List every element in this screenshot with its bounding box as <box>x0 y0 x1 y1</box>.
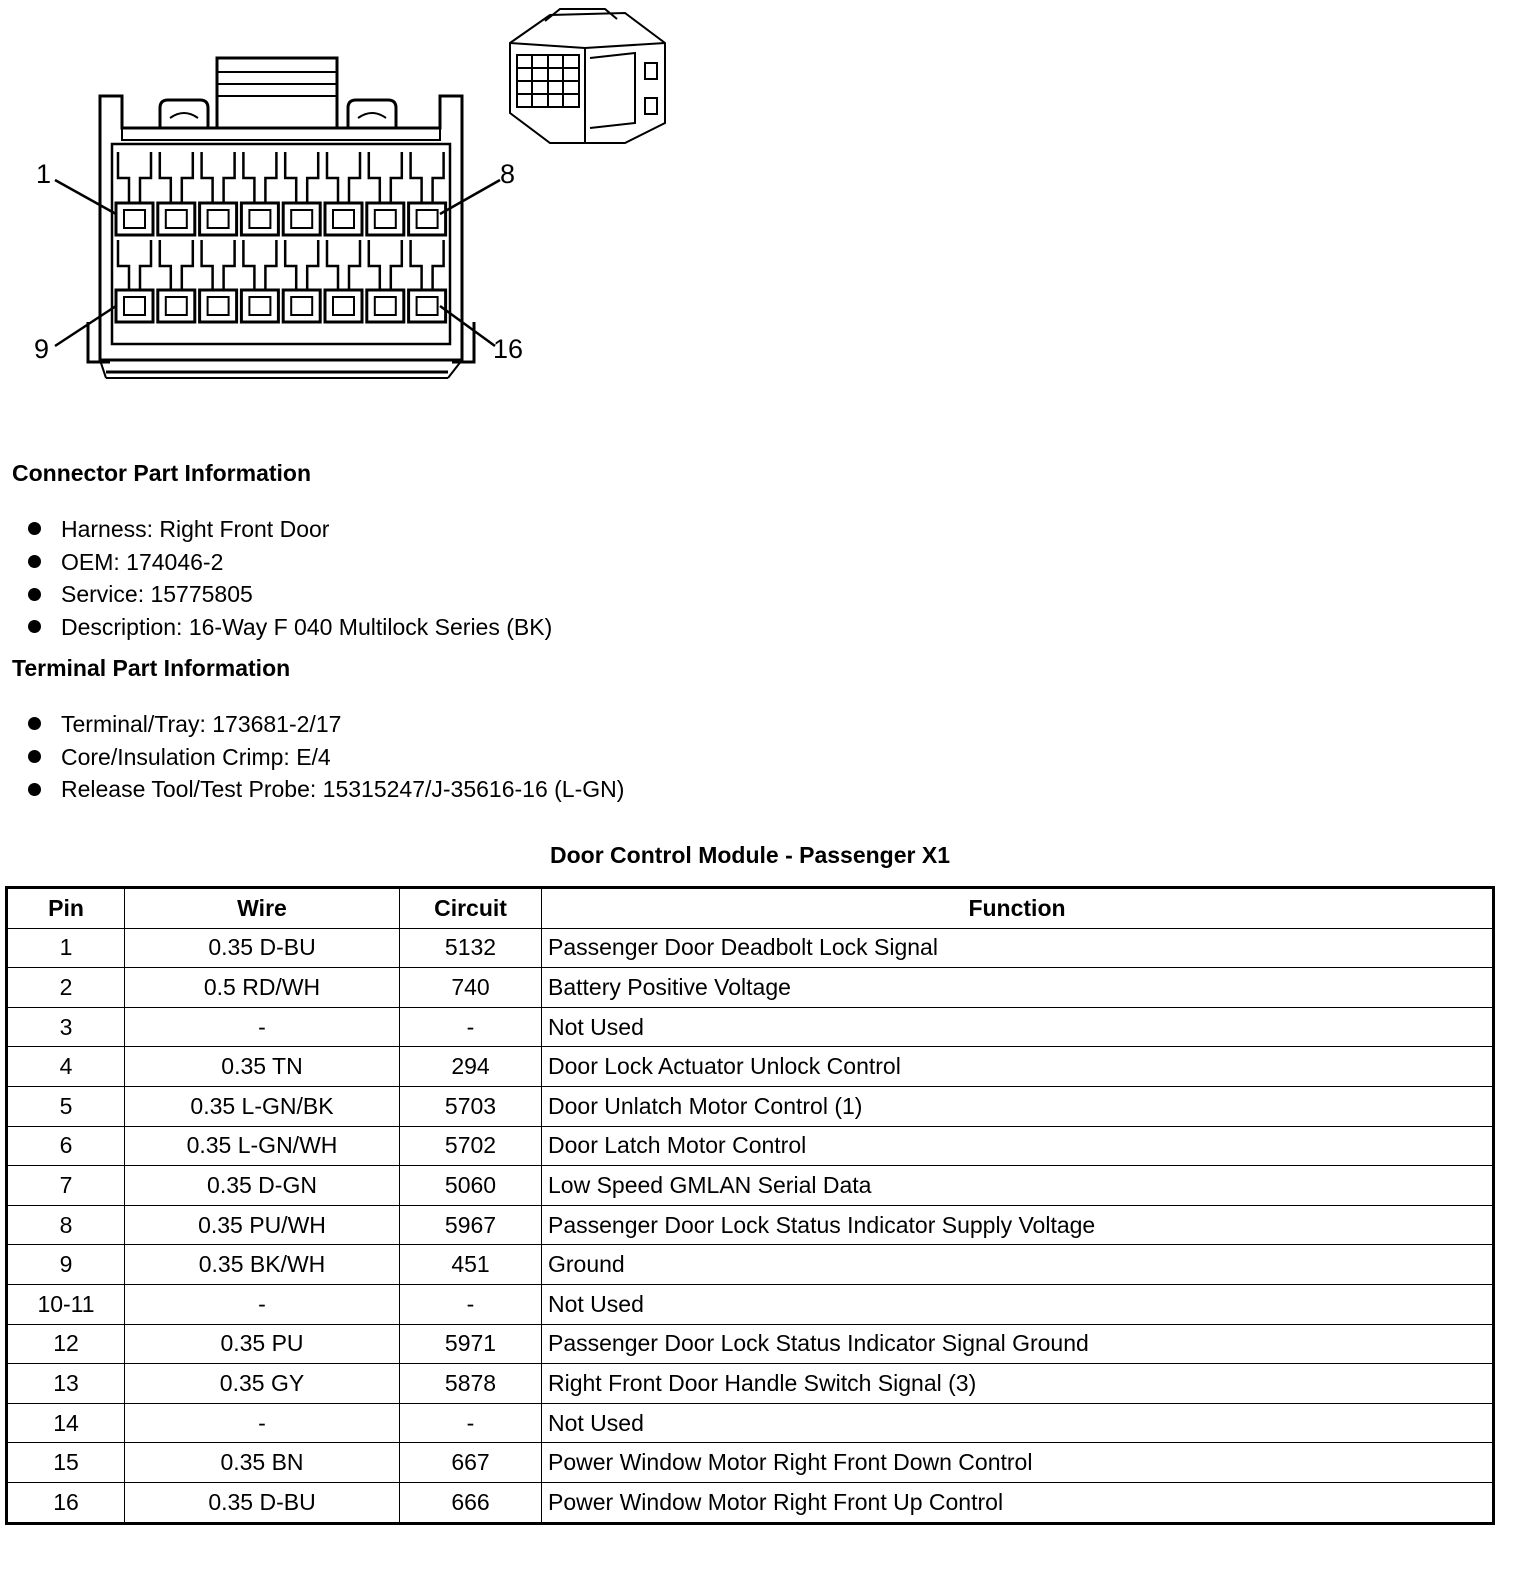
table-row <box>7 1482 1494 1523</box>
cell-pin: 8 <box>7 1205 125 1245</box>
pin-label-9: 9 <box>34 334 50 364</box>
column-header-function: Function <box>542 888 1494 929</box>
cell-pin: 15 <box>7 1443 125 1483</box>
cell-pin: 10-11 <box>7 1284 125 1324</box>
bullet-icon <box>28 620 41 633</box>
cell-circuit: 5967 <box>400 1205 542 1245</box>
table-row <box>7 1126 1494 1166</box>
table-row <box>7 928 1494 968</box>
cell-function: Power Window Motor Right Front Up Control <box>542 1482 1494 1523</box>
list-item-text: Description: 16-Way F 040 Multilock Series (BK) <box>61 614 553 641</box>
bullet-icon <box>28 750 41 763</box>
bullet-icon <box>28 555 41 568</box>
table-row <box>7 1364 1494 1404</box>
table-row <box>7 1443 1494 1483</box>
cell-circuit: 5971 <box>400 1324 542 1364</box>
column-header-pin: Pin <box>7 888 125 929</box>
list-item-text: Harness: Right Front Door <box>61 516 330 542</box>
cell-wire: 0.35 D-BU <box>125 928 400 968</box>
cell-wire: 0.35 L-GN/WH <box>125 1126 400 1166</box>
cell-wire: 0.35 BK/WH <box>125 1245 400 1285</box>
list-item-text: Release Tool/Test Probe: 15315247/J-35616-16 (L-GN) <box>61 776 625 803</box>
cell-pin: 16 <box>7 1482 125 1523</box>
cell-function: Not Used <box>542 1007 1494 1047</box>
cell-pin: 9 <box>7 1245 125 1285</box>
list-item <box>28 708 624 741</box>
list-item <box>28 741 624 774</box>
cell-circuit: 5878 <box>400 1364 542 1404</box>
pin-label-8: 8 <box>500 159 516 189</box>
cell-circuit: - <box>400 1403 542 1443</box>
list-item <box>28 578 552 611</box>
cell-function: Door Unlatch Motor Control (1) <box>542 1086 1494 1126</box>
list-item-text: Terminal/Tray: 173681-2/17 <box>61 711 342 737</box>
cell-pin: 12 <box>7 1324 125 1364</box>
cell-circuit: 666 <box>400 1482 542 1523</box>
table-row <box>7 1047 1494 1087</box>
table-title: Door Control Module - Passenger X1 <box>550 842 950 868</box>
cell-pin: 3 <box>7 1007 125 1047</box>
cell-function: Passenger Door Deadbolt Lock Signal <box>542 928 1494 968</box>
cell-wire: 0.35 PU <box>125 1324 400 1364</box>
list-item <box>28 773 624 806</box>
cell-circuit: 294 <box>400 1047 542 1087</box>
cell-wire: - <box>125 1007 400 1047</box>
cell-pin: 2 <box>7 968 125 1008</box>
cell-circuit: 5060 <box>400 1166 542 1206</box>
list-item-text: OEM: 174046-2 <box>61 548 224 575</box>
table-row <box>7 1007 1494 1047</box>
bullet-icon <box>28 522 41 535</box>
table-row <box>7 1166 1494 1206</box>
cell-function: Door Lock Actuator Unlock Control <box>542 1047 1494 1087</box>
cell-wire: 0.35 GY <box>125 1364 400 1404</box>
cell-function: Ground <box>542 1245 1494 1285</box>
table-row <box>7 1403 1494 1443</box>
pin-label-16: 16 <box>493 334 524 364</box>
cell-function: Battery Positive Voltage <box>542 968 1494 1008</box>
column-header-wire: Wire <box>125 888 400 929</box>
cell-function: Low Speed GMLAN Serial Data <box>542 1166 1494 1206</box>
terminal-part-info-heading: Terminal Part Information <box>12 655 291 681</box>
connector-part-info-heading: Connector Part Information <box>12 460 312 486</box>
cell-wire: - <box>125 1284 400 1324</box>
cell-wire: 0.35 PU/WH <box>125 1205 400 1245</box>
cell-function: Not Used <box>542 1284 1494 1324</box>
cell-pin: 13 <box>7 1364 125 1404</box>
cell-function: Door Latch Motor Control <box>542 1126 1494 1166</box>
cell-wire: 0.35 TN <box>125 1047 400 1087</box>
table-row <box>7 968 1494 1008</box>
cell-circuit: 5132 <box>400 928 542 968</box>
cell-wire: 0.5 RD/WH <box>125 968 400 1008</box>
cell-circuit: 5702 <box>400 1126 542 1166</box>
cell-wire: 0.35 D-GN <box>125 1166 400 1206</box>
cell-pin: 1 <box>7 928 125 968</box>
cell-wire: 0.35 L-GN/BK <box>125 1086 400 1126</box>
list-item <box>28 611 552 644</box>
cell-function: Right Front Door Handle Switch Signal (3) <box>542 1364 1494 1404</box>
connector-face-diagram <box>0 0 560 400</box>
cell-function: Not Used <box>542 1403 1494 1443</box>
list-item <box>28 546 552 579</box>
cell-pin: 7 <box>7 1166 125 1206</box>
cell-pin: 5 <box>7 1086 125 1126</box>
table-row <box>7 1245 1494 1285</box>
table-header-row <box>7 888 1494 929</box>
terminal-part-info-list <box>28 708 624 806</box>
bullet-icon <box>28 588 41 601</box>
cell-circuit: 667 <box>400 1443 542 1483</box>
list-item-text: Core/Insulation Crimp: E/4 <box>61 743 331 770</box>
table-row <box>7 1284 1494 1324</box>
bullet-icon <box>28 783 41 796</box>
cell-wire: 0.35 BN <box>125 1443 400 1483</box>
cell-circuit: 740 <box>400 968 542 1008</box>
cell-wire: 0.35 D-BU <box>125 1482 400 1523</box>
cell-circuit: 5703 <box>400 1086 542 1126</box>
cell-function: Passenger Door Lock Status Indicator Signal Ground <box>542 1324 1494 1364</box>
cell-pin: 14 <box>7 1403 125 1443</box>
cell-wire: - <box>125 1403 400 1443</box>
cell-function: Passenger Door Lock Status Indicator Supply Voltage <box>542 1205 1494 1245</box>
cell-circuit: - <box>400 1284 542 1324</box>
bullet-icon <box>28 717 41 730</box>
connector-part-info-list <box>28 513 552 644</box>
cell-circuit: 451 <box>400 1245 542 1285</box>
pinout-table <box>5 886 1495 1525</box>
column-header-circuit: Circuit <box>400 888 542 929</box>
cell-function: Power Window Motor Right Front Down Control <box>542 1443 1494 1483</box>
table-row <box>7 1086 1494 1126</box>
connector-isometric-image <box>505 3 675 148</box>
cell-pin: 4 <box>7 1047 125 1087</box>
table-row <box>7 1324 1494 1364</box>
pin-label-1: 1 <box>36 159 52 189</box>
cell-circuit: - <box>400 1007 542 1047</box>
table-row <box>7 1205 1494 1245</box>
list-item-text: Service: 15775805 <box>61 581 253 608</box>
list-item <box>28 513 552 546</box>
cell-pin: 6 <box>7 1126 125 1166</box>
